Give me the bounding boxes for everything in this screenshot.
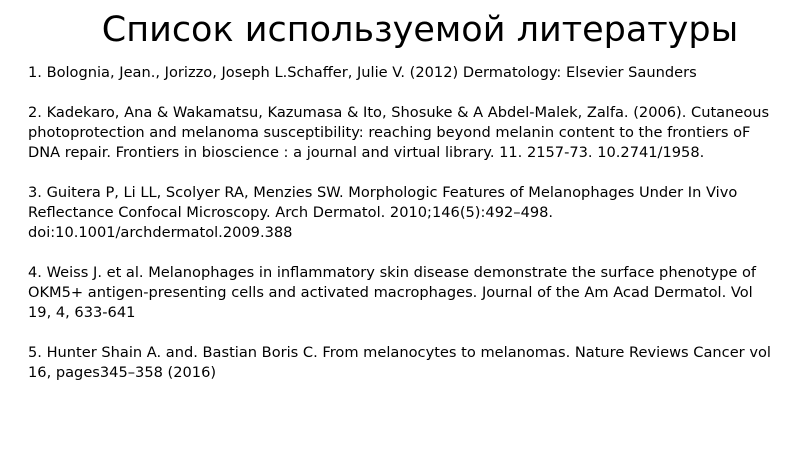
reference-item: 3. Guitera P, Li LL, Scolyer RA, Menzies SW. Morphologic Features of Melanophages Under In Vivo Reflectance Confocal Microscopy. Arch Dermatol. 2010;146(5):492–498. doi:10.1001/archdermatol.2009.388 [28, 184, 738, 241]
reference-item: 5. Hunter Shain A. and. Bastian Boris C. From melanocytes to melanomas. Nature Reviews Cancer vol 16, pages345–358 (2016) [28, 344, 771, 381]
reference-item: 1. Bolognia, Jean., Jorizzo, Joseph L.Schaffer, Julie V. (2012) Dermatology: Elsevier Saunders [28, 64, 697, 81]
reference-list [28, 63, 780, 403]
slide-title: Список используемой литературы [101, 10, 739, 50]
reference-item: 2. Kadekaro, Ana & Wakamatsu, Kazumasa & Ito, Shosuke & A Abdel-Malek, Zalfa. (2006). Cutaneous photoprotection and melanoma susceptibility: reaching beyond melanin content to the frontiers oF DNA repair. Frontiers in bioscience : a journal and virtual library. 11. 2157-73. 10.2741/1958. [28, 104, 770, 161]
reference-item: 4. Weiss J. et al. Melanophages in inflammatory skin disease demonstrate the surface phenotype of OKM5+ antigen-presenting cells and activated macrophages. Journal of the Am Acad Dermatol. Vol 19, 4, 633-641 [28, 264, 757, 321]
